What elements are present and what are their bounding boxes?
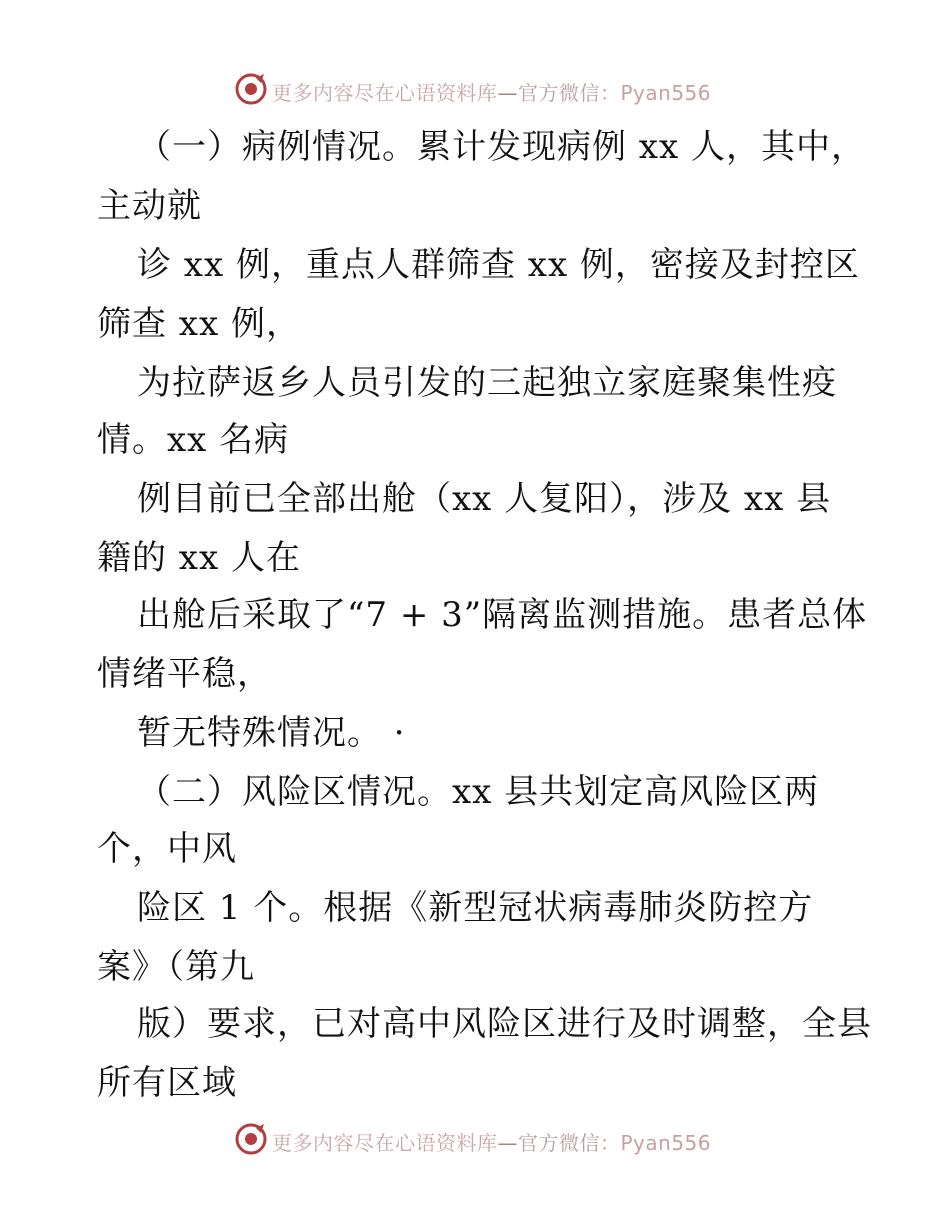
logo-icon (234, 72, 268, 106)
paragraph-line: （一）病例情况。累计发现病例 xx 人，其中， (137, 127, 866, 167)
paragraph-line: 个，中风 (97, 829, 237, 869)
paragraph-line: 所有区域 (97, 1063, 237, 1103)
watermark-main: 更多内容尽在心语资料库 (272, 1131, 498, 1155)
paragraph-line: 情。xx 名病 (97, 420, 290, 460)
watermark-header (0, 70, 950, 110)
paragraph-line: 出舱后采取了“7 + 3”隔离监测措施。患者总体 (137, 595, 868, 635)
paragraph-line: 情绪平稳， (97, 654, 272, 694)
watermark-dash: — (497, 81, 518, 105)
paragraph-line: 诊 xx 例，重点人群筛查 xx 例，密接及封控区 (137, 245, 860, 285)
paragraph-line: 例目前已全部出舱（xx 人复阳），涉及 xx 县 (137, 479, 832, 519)
watermark-footer (0, 1120, 950, 1160)
paragraph-line: 主动就 (97, 186, 202, 226)
watermark-handle: Pyan556 (620, 81, 712, 105)
paragraph-line: 暂无特殊情况。 · (137, 713, 406, 753)
paragraph-line: 为拉萨返乡人员引发的三起独立家庭聚集性疫 (137, 363, 837, 403)
watermark-handle: Pyan556 (620, 1131, 712, 1155)
paragraph-line: 案》（第九 (97, 947, 255, 987)
watermark-dash: — (497, 1131, 518, 1155)
watermark-text (272, 77, 711, 106)
watermark-text (272, 1127, 711, 1156)
logo-icon (234, 1122, 268, 1156)
paragraph-line: 筛查 xx 例， (97, 304, 301, 344)
watermark-wechat: 官方微信： (518, 81, 621, 105)
paragraph-line: 险区 1 个。根据《新型冠状病毒肺炎防控方 (137, 888, 814, 928)
watermark-wechat: 官方微信： (518, 1131, 621, 1155)
paragraph-line: 籍的 xx 人在 (97, 538, 301, 578)
paragraph-line: 版）要求，已对高中风险区进行及时调整，全县 (137, 1004, 872, 1044)
watermark-main: 更多内容尽在心语资料库 (272, 81, 498, 105)
paragraph-line: （二）风险区情况。xx 县共划定高风险区两 (137, 772, 820, 812)
